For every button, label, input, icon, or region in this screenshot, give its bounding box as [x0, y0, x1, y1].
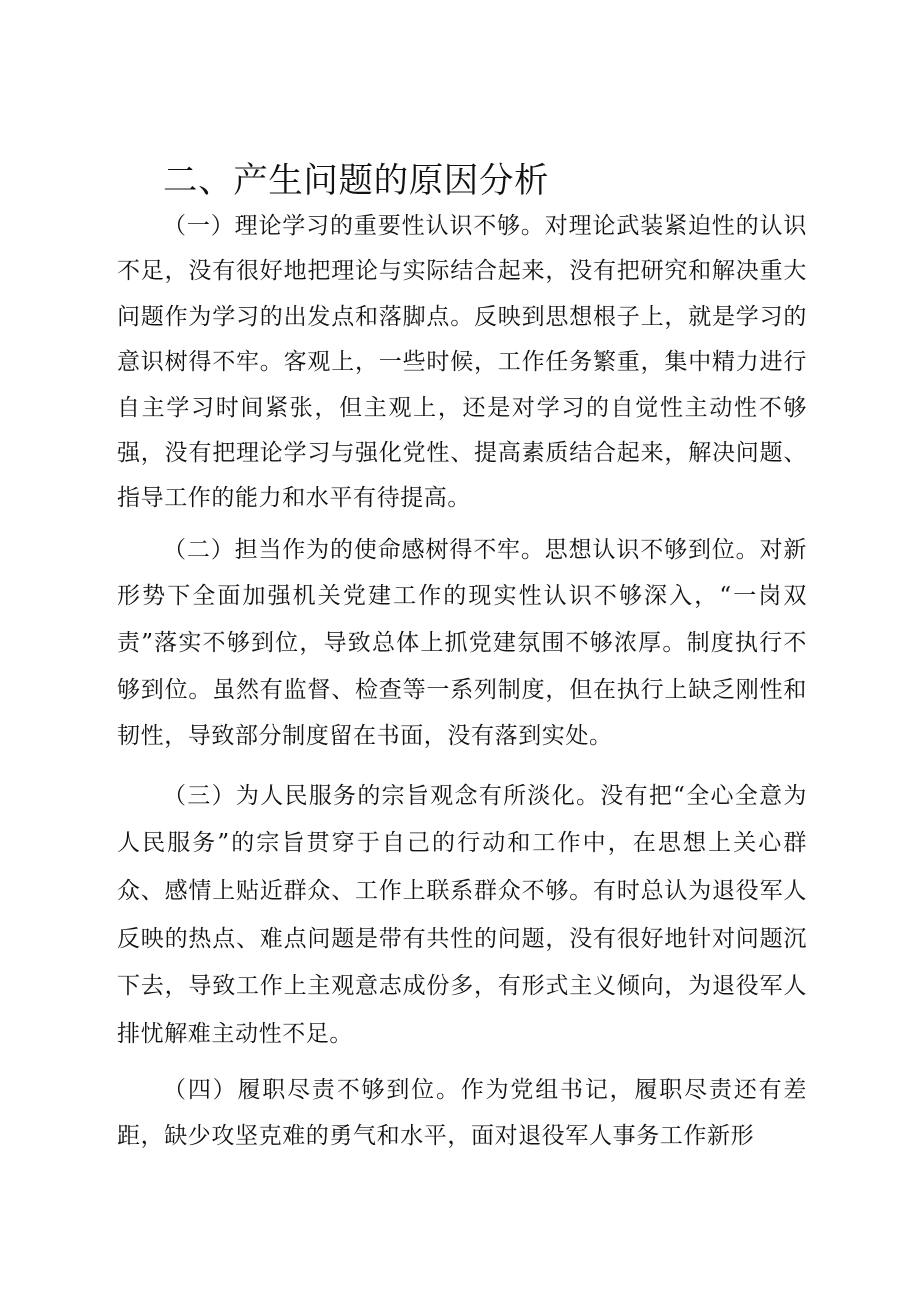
paragraph-reason-1: （一）理论学习的重要性认识不够。对理论武装紧迫性的认识不足，没有很好地把理论与实际结合起来，没有把研究和解决重大问题作为学习的出发点和落脚点。反映到思想根子上，就是学习的意识树得不牢。客观上，一些时候，工作任务繁重，集中精力进行自主学习时间紧张，但主观上，还是对学习的自觉性主动性不够强，没有把理论学习与强化党性、提高素质结合起来，解决问题、指导工作的能力和水平有待提高。: [117, 213, 807, 512]
paragraph-reason-3: （三）为人民服务的宗旨观念有所淡化。没有把“全心全意为人民服务”的宗旨贯穿于自己的行动和工作中，在思想上关心群众、感情上贴近群众、工作上联系群众不够。有时总认为退役军人反映的热点、难点问题是带有共性的问题，没有很好地针对问题沉下去，导致工作上主观意志成份多，有形式主义倾向，为退役军人排忧解难主动性不足。: [117, 782, 807, 1047]
paragraph-reason-4: （四）履职尽责不够到位。作为党组书记，履职尽责还有差距，缺少攻坚克难的勇气和水平，面对退役军人事务工作新形: [117, 1077, 807, 1149]
paragraph-reason-2: （二）担当作为的使命感树得不牢。思想认识不够到位。对新形势下全面加强机关党建工作的现实性认识不够深入，“一岗双责”落实不够到位，导致总体上抓党建氛围不够浓厚。制度执行不够到位。虽然有监督、检查等一系列制度，但在执行上缺乏刚性和韧性，导致部分制度留在书面，没有落到实处。: [117, 536, 807, 750]
section-heading: 二、产生问题的原因分析: [163, 161, 550, 201]
document-body: [117, 158, 807, 1159]
